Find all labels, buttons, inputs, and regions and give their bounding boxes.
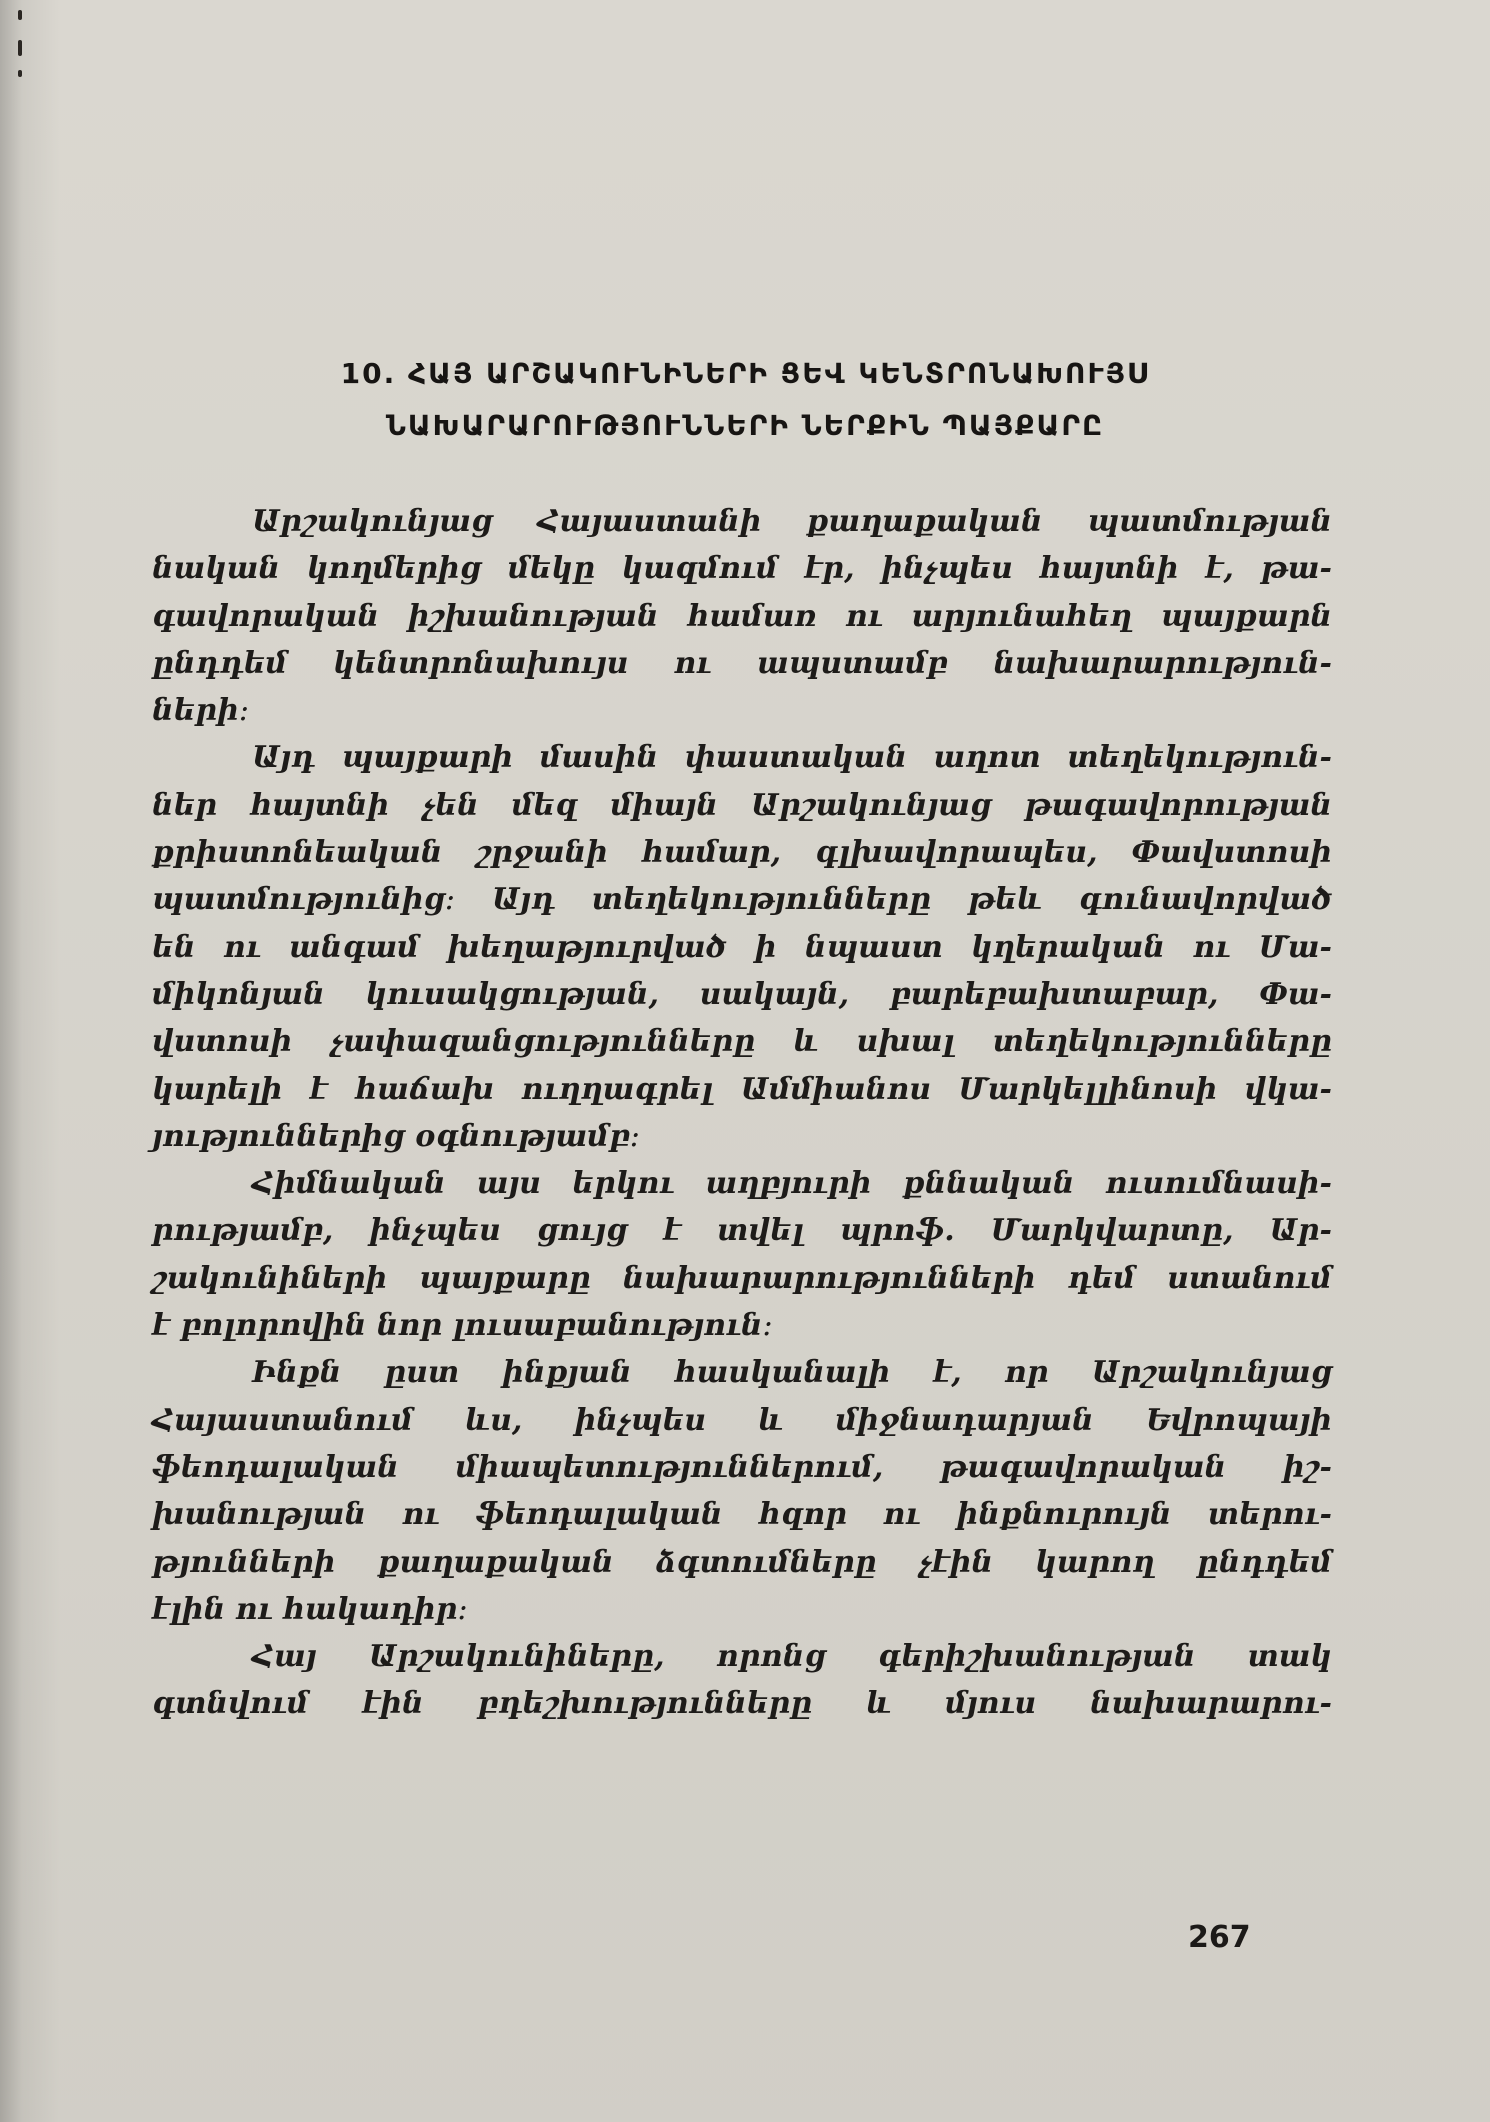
text-line: միկոնյան կուսակցության, սակայն, բարեբախտաբար, Փա- xyxy=(152,976,1332,1012)
text-line: խանության ու ֆեոդալական հզոր ու ինքնուրույն տերու- xyxy=(152,1497,1332,1533)
text-line: ֆեոդալական միապետություններում, թագավորական իշ- xyxy=(152,1449,1332,1485)
text-line: քրիստոնեական շրջանի համար, գլխավորապես, Փավստոսի xyxy=(152,835,1332,871)
text-line: վստոսի չափազանցությունները և սխալ տեղեկությունները xyxy=(152,1024,1332,1060)
text-line: Հայ Արշակունիները, որոնց գերիշխանության տակ xyxy=(252,1639,1332,1675)
text-line: Այդ պայքարի մասին փաստական աղոտ տեղեկություն- xyxy=(252,740,1332,776)
text-line: Հիմնական այս երկու աղբյուրի քննական ուսումնասի- xyxy=(252,1166,1332,1202)
text-line: րությամբ, ինչպես ցույց է տվել պրոֆ. Մարկվարտը, Ար- xyxy=(152,1213,1332,1249)
text-line: շակունիների պայքարը նախարարությունների դեմ ստանում xyxy=(152,1260,1332,1296)
text-line: ընդդեմ կենտրոնախույս ու ապստամբ նախարարություն- xyxy=(152,645,1332,681)
text-line: թյունների քաղաքական ձգտումները չէին կարող ընդդեմ xyxy=(152,1544,1332,1580)
chapter-title-line-1: 10. ՀԱՅ ԱՐՇԱԿՈՒՆԻՆԵՐԻ ՑԵՎ ԿԵՆՏՐՈՆԱԽՈՒՅՍ xyxy=(340,357,1150,390)
text-line: կարելի է հաճախ ուղղագրել Ամմիանոս Մարկելլինոսի վկա- xyxy=(152,1071,1332,1107)
text-line: Ինքն ըստ ինքյան հասկանալի է, որ Արշակունյաց xyxy=(252,1355,1332,1391)
chapter-title-line-2: ՆԱԽԱՐԱՐՈՒԹՅՈՒՆՆԵՐԻ ՆԵՐՔԻՆ ՊԱՅՔԱՐԸ xyxy=(385,409,1105,442)
text-line: գավորական իշխանության համառ ու արյունահեղ պայքարն xyxy=(152,598,1332,634)
text-line: նական կողմերից մեկը կազմում էր, ինչպես հայտնի է, թա- xyxy=(152,551,1332,587)
paragraph-2 xyxy=(152,734,1332,1160)
binding-mark xyxy=(18,70,22,77)
paragraph-1 xyxy=(152,498,1332,734)
text-line: Արշակունյաց Հայաստանի քաղաքական պատմության xyxy=(252,504,1332,539)
page-number: 267 xyxy=(1188,1920,1251,1955)
text-line: յություններից օգնությամբ։ xyxy=(152,1118,640,1154)
text-line: Հայաստանում ևս, ինչպես և միջնադարյան Եվրոպայի xyxy=(152,1402,1332,1438)
text-line: ներ հայտնի չեն մեզ միայն Արշակունյաց թագավորության xyxy=(152,787,1332,823)
text-line: էլին ու հակադիր։ xyxy=(152,1591,468,1627)
body-text xyxy=(152,498,1332,1728)
text-line: են ու անգամ խեղաթյուրված ի նպաստ կղերական ու Մա- xyxy=(152,929,1332,965)
binding-mark xyxy=(18,40,22,56)
text-line: ների։ xyxy=(152,693,250,729)
paragraph-3 xyxy=(152,1160,1332,1349)
paragraph-4 xyxy=(152,1349,1332,1633)
text-line: է բոլորովին նոր լուսաբանություն։ xyxy=(152,1308,773,1344)
chapter-title xyxy=(0,348,1490,452)
text-line: պատմությունից։ Այդ տեղեկությունները թեև գունավորված xyxy=(152,882,1332,918)
binding-mark xyxy=(18,10,22,20)
text-line: գտնվում էին բդեշխությունները և մյուս նախարարու- xyxy=(152,1686,1332,1722)
paragraph-5 xyxy=(152,1633,1332,1728)
